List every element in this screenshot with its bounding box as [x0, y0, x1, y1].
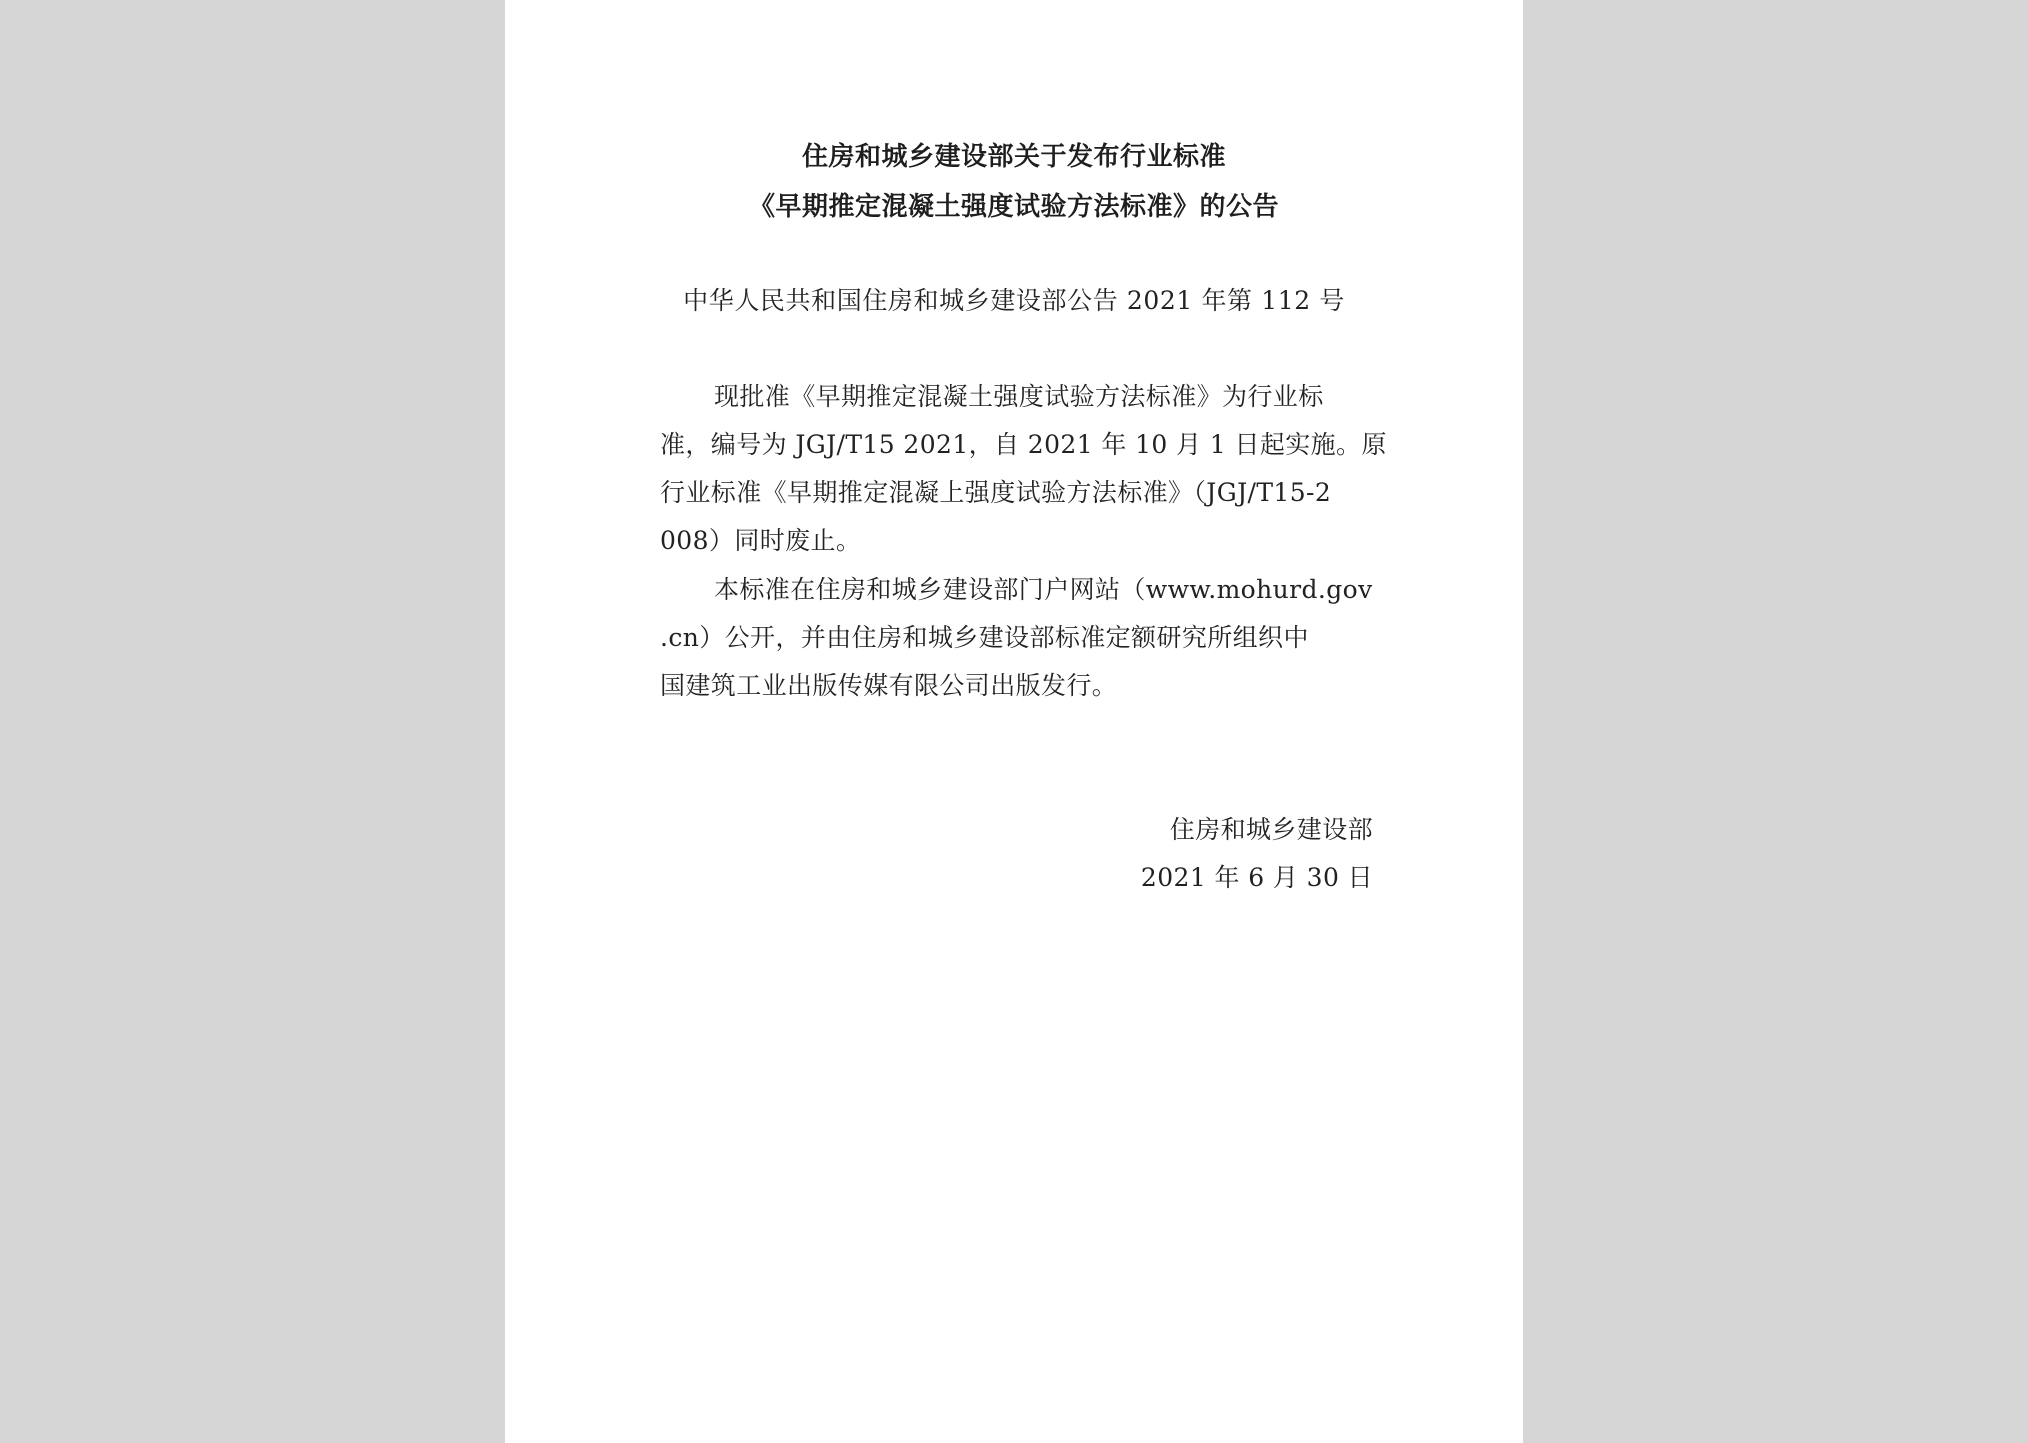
body-line: 准，编号为 JGJ/T15 2021，自 2021 年 10 月 1 日起实施。原	[660, 430, 1387, 459]
body-line: 本标准在住房和城乡建设部门户网站（www.mohurd.gov	[714, 575, 1373, 604]
document-title-line-1: 住房和城乡建设部关于发布行业标准	[801, 142, 1226, 172]
body-line: .cn）公开，并由住房和城乡建设部标准定额研究所组织中	[660, 623, 1309, 652]
signature-organization: 住房和城乡建设部	[1169, 815, 1373, 844]
announcement-number: 中华人民共和国住房和城乡建设部公告 2021 年第 112 号	[683, 286, 1345, 315]
body-line: 国建筑工业出版传媒有限公司出版发行。	[660, 671, 1118, 700]
document-page	[505, 0, 1523, 1443]
body-line: 现批准《早期推定混凝土强度试验方法标准》为行业标	[714, 382, 1324, 411]
document-title-line-2: 《早期推定混凝土强度试验方法标准》的公告	[748, 192, 1279, 222]
body-line: 008）同时废止。	[660, 526, 862, 555]
body-line: 行业标准《早期推定混凝上强度试验方法标准》（JGJ/T15-2	[660, 478, 1332, 507]
signature-date: 2021 年 6 月 30 日	[1140, 863, 1373, 892]
